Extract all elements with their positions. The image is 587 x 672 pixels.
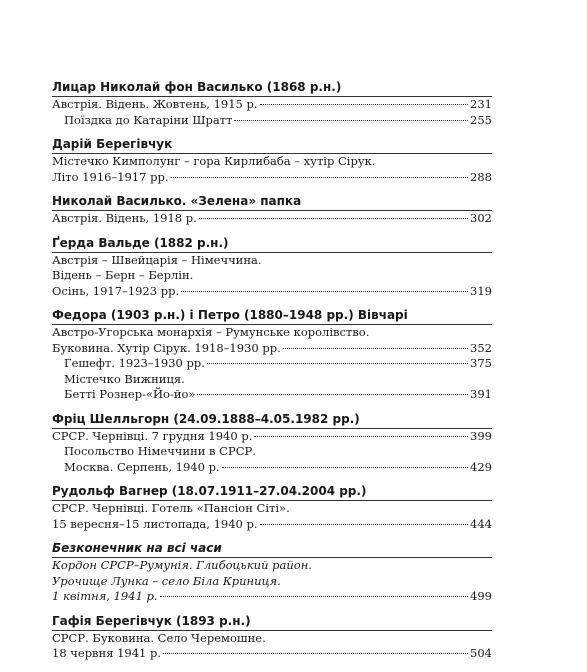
entry-text: Гешефт. 1923–1930 рр. xyxy=(64,356,205,370)
section-heading: Лицар Николай фон Василько (1868 р.н.) xyxy=(52,80,492,97)
entry-text: Бетті Рознер-«Йо-йо» xyxy=(64,387,196,401)
toc-entry[interactable] xyxy=(52,429,492,445)
entry-text: Відень – Берн – Берлін. xyxy=(52,268,194,282)
entry-text: Посольство Німеччини в СРСР. xyxy=(64,444,256,458)
toc-section xyxy=(52,137,492,185)
dot-leader xyxy=(283,348,468,349)
toc-entry[interactable] xyxy=(52,517,492,533)
entry-text: Москва. Серпень, 1940 р. xyxy=(64,459,220,474)
entry-text: СРСР. Чернівці. 7 грудня 1940 р. xyxy=(52,428,253,443)
toc-section xyxy=(52,412,492,476)
section-heading: Дарій Берегівчук xyxy=(52,137,492,154)
section-heading: Рудольф Вагнер (18.07.1911–27.04.2004 рр.) xyxy=(52,484,492,501)
section-heading: Ґерда Вальде (1882 р.н.) xyxy=(52,236,492,253)
page-number: 302 xyxy=(470,211,492,225)
toc-section xyxy=(52,614,492,662)
entry-text: 15 вересня–15 листопада, 1940 р. xyxy=(52,516,258,531)
toc-subline xyxy=(52,558,492,574)
toc-entry[interactable] xyxy=(52,646,492,662)
toc-entry[interactable] xyxy=(52,341,492,357)
toc-entry[interactable] xyxy=(52,460,492,476)
entry-text: Австрія. Відень, 1918 р. xyxy=(52,211,197,225)
page-number: 288 xyxy=(470,169,492,184)
toc-subline xyxy=(52,325,492,341)
table-of-contents xyxy=(52,80,492,671)
entry-text: Літо 1916–1917 рр. xyxy=(52,169,169,184)
page-number: 499 xyxy=(470,589,492,603)
section-heading: Безконечник на всі часи xyxy=(52,541,492,558)
toc-entry[interactable] xyxy=(52,284,492,300)
toc-entry[interactable] xyxy=(52,170,492,186)
toc-section xyxy=(52,236,492,300)
entry-text: СРСР. Чернівці. Готель «Пансіон Сіті». xyxy=(52,501,290,515)
dot-leader xyxy=(207,363,468,364)
dot-leader xyxy=(254,436,468,437)
toc-subline xyxy=(52,501,492,517)
dot-leader xyxy=(260,524,469,525)
section-heading: Гафія Берегівчук (1893 р.н.) xyxy=(52,614,492,631)
page-number: 319 xyxy=(470,283,492,298)
entry-text: 18 червня 1941 р. xyxy=(52,646,162,660)
entry-text: Австро-Угорська монархія – Румунське королівство. xyxy=(52,325,370,339)
toc-subline xyxy=(52,268,492,284)
toc-section xyxy=(52,194,492,227)
entry-text: Поїздка до Катаріни Шратт xyxy=(64,112,233,127)
dot-leader xyxy=(234,120,468,121)
toc-subline xyxy=(52,574,492,590)
dot-leader xyxy=(171,177,469,178)
entry-text: СРСР. Буковина. Село Черемошне. xyxy=(52,630,266,645)
page-number: 375 xyxy=(470,356,492,370)
toc-entry[interactable] xyxy=(52,97,492,113)
toc-subline xyxy=(52,154,492,170)
dot-leader xyxy=(197,394,468,395)
dot-leader xyxy=(199,218,468,219)
entry-text: Буковина. Хутір Сірук. 1918–1930 рр. xyxy=(52,340,281,355)
page-number: 444 xyxy=(470,516,492,531)
dot-leader xyxy=(160,596,468,597)
toc-entry[interactable] xyxy=(52,211,492,227)
page-number: 429 xyxy=(470,459,492,474)
toc-subline xyxy=(52,253,492,269)
page-number: 504 xyxy=(470,646,492,660)
entry-text: Урочище Лунка – село Біла Криниця. xyxy=(52,573,281,588)
page-number: 255 xyxy=(470,112,492,127)
toc-section xyxy=(52,484,492,532)
section-heading: Фріц Шелльгорн (24.09.1888–4.05.1982 рр.) xyxy=(52,412,492,429)
toc-entry[interactable] xyxy=(52,356,492,372)
toc-entry[interactable] xyxy=(52,113,492,129)
toc-subline xyxy=(52,631,492,647)
entry-text: Осінь, 1917–1923 рр. xyxy=(52,283,180,298)
entry-text: 1 квітня, 1941 р. xyxy=(52,589,158,603)
page-number: 352 xyxy=(470,340,492,355)
toc-entry[interactable] xyxy=(52,589,492,605)
section-heading: Федора (1903 р.н.) і Петро (1880–1948 рр.) Вівчарі xyxy=(52,308,492,325)
page-number: 391 xyxy=(470,387,492,401)
dot-leader xyxy=(260,104,469,105)
toc-section xyxy=(52,80,492,128)
entry-text: Містечко Кимполунг – гора Кирлибаба – хутір Сірук. xyxy=(52,154,376,168)
toc-entry[interactable] xyxy=(52,387,492,403)
toc-section xyxy=(52,308,492,403)
dot-leader xyxy=(181,291,468,292)
toc-section xyxy=(52,541,492,605)
toc-subline xyxy=(52,444,492,460)
page-number: 399 xyxy=(470,428,492,443)
section-heading: Николай Василько. «Зелена» папка xyxy=(52,194,492,211)
dot-leader xyxy=(163,653,468,654)
entry-text: Кордон СРСР–Румунія. Глибоцький район. xyxy=(52,558,312,572)
toc-subline xyxy=(52,372,492,388)
dot-leader xyxy=(222,467,468,468)
entry-text: Австрія – Швейцарія – Німеччина. xyxy=(52,252,262,267)
page-number: 231 xyxy=(470,97,492,111)
entry-text: Містечко Вижниця. xyxy=(64,371,185,386)
entry-text: Австрія. Відень. Жовтень, 1915 р. xyxy=(52,97,258,111)
